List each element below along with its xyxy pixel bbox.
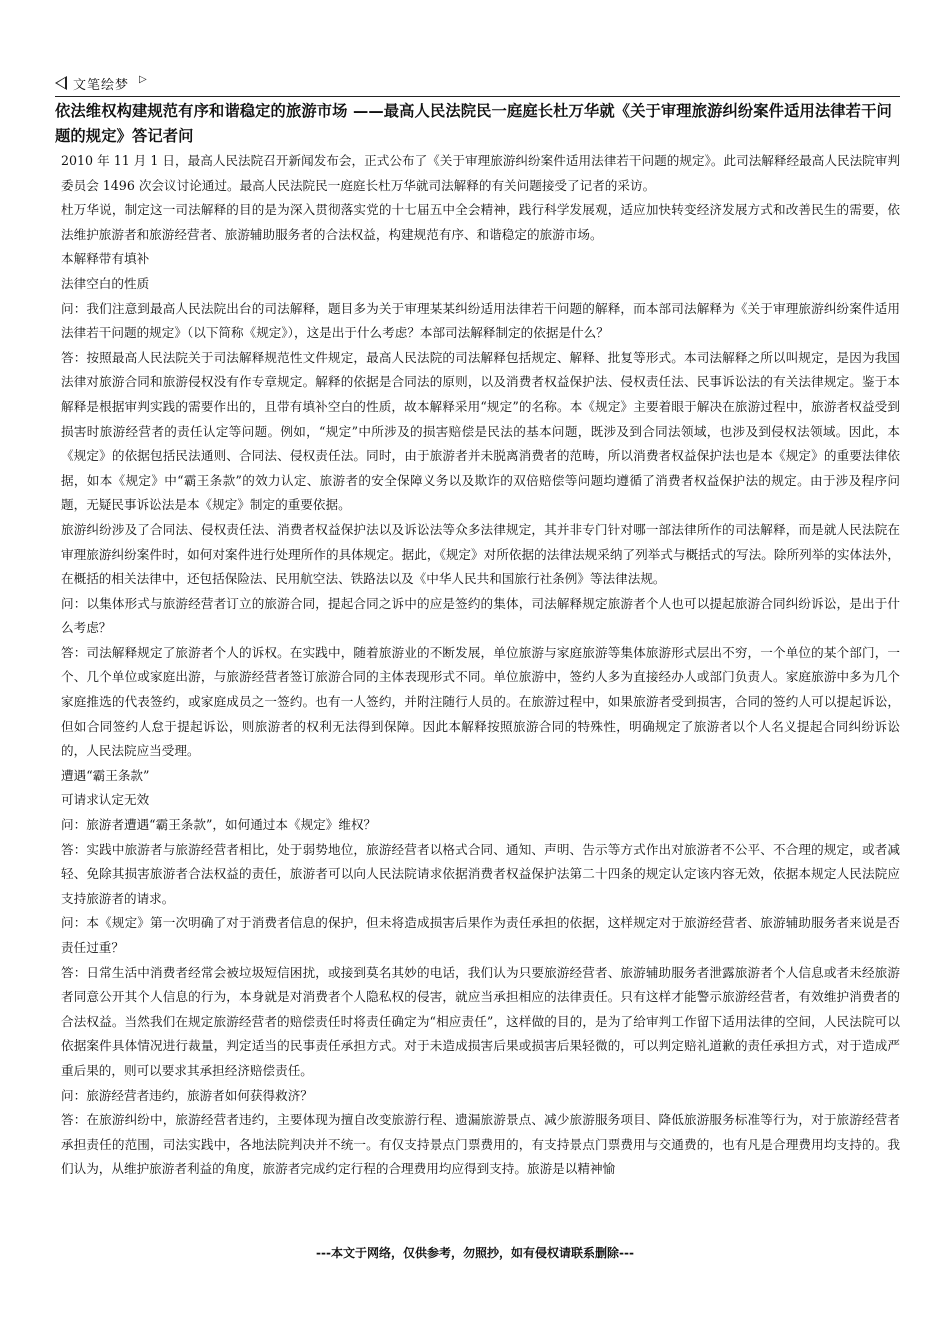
paragraph: 答：实践中旅游者与旅游经营者相比，处于弱势地位，旅游经营者以格式合同、通知、声明、告示等方式作出对旅游者不公平、不合理的规定，或者减轻、免除其损害旅游者合法权益的责任，旅游者可以向人民法院请求依据消费者权益保护法第二十四条的规定认定该内容无效，依据本规定人民法院应支持旅游者的请求。	[61, 841, 900, 906]
paragraph: 问：本《规定》第一次明确了对于消费者信息的保护，但未将造成损害后果作为责任承担的依据，这样规定对于旅游经营者、旅游辅助服务者来说是否责任过重？	[61, 915, 900, 955]
paragraph: 旅游纠纷涉及了合同法、侵权责任法、消费者权益保护法以及诉讼法等众多法律规定，其并非专门针对哪一部法律所作的司法解释，而是就人民法院在审理旅游纠纷案件时，如何对案件进行处理所作的具体规定。据此，《规定》对所依据的法律法规采纳了列举式与概括式的写法。除所列举的实体法外，在概括的相关法律中，还包括保险法、民用航空法、铁路法以及《中华人民共和国旅行社条例》等法律法规。	[61, 521, 900, 587]
paragraph: 2010 年 11 月 1 日，最高人民法院召开新闻发布会，正式公布了《关于审理旅游纠纷案件适用法律若干问题的规定》。此司法解释经最高人民法院审判委员会 1496 次会议讨论通过。最高人民法院民一庭庭长杜万华就司法解释的有关问题接受了记者的采访。	[61, 153, 900, 193]
paragraph: 杜万华说，制定这一司法解释的目的是为深入贯彻落实党的十七届五中全会精神，践行科学发展观，适应加快转变经济发展方式和改善民生的需要，依法维护旅游者和旅游经营者、旅游辅助服务者的合法权益，构建规范有序、和谐稳定的旅游市场。	[61, 202, 900, 242]
article-title: 依法维权构建规范有序和谐稳定的旅游市场 ——最高人民法院民一庭庭长杜万华就《关于审理旅游纠纷案件适用法律若干问题的规定》答记者问	[55, 102, 892, 145]
header-brand: 文笔绘梦	[73, 77, 130, 93]
subheading: 可请求认定无效	[61, 792, 150, 808]
header-divider	[55, 96, 900, 97]
paragraph: 问：以集体形式与旅游经营者订立的旅游合同，提起合同之诉中的应是签约的集体，司法解释规定旅游者个人也可以提起旅游合同纠纷诉讼，是出于什么考虑？	[61, 595, 900, 636]
paragraph: 答：司法解释规定了旅游者个人的诉权。在实践中，随着旅游业的不断发展，单位旅游与家庭旅游等集体旅游形式层出不穷，一个单位的某个部门，一个、几个单位或家庭出游，与旅游经营者签订旅游合同的主体表现形式不同。单位旅游中，签约人多为直接经办人或部门负责人。家庭旅游中多为几个家庭推选的代表签约，或家庭成员之一签约。也有一人签约，并附注随行人员的。在旅游过程中，如果旅游者受到损害，合同的签约人可以提起诉讼，但如合同签约人怠于提起诉讼，则旅游者的权利无法得到保障。因此本解释按照旅游合同的特殊性，明确规定了旅游者以个人名义提起合同纠纷诉讼的，人民法院应当受理。	[61, 644, 900, 759]
paragraph: 答：按照最高人民法院关于司法解释规范性文件规定，最高人民法院的司法解释包括规定、解释、批复等形式。本司法解释之所以叫规定，是因为我国法律对旅游合同和旅游侵权没有作专章规定。解释的依据是合同法的原则，以及消费者权益保护法、侵权责任法、民事诉讼法的有关法律规定。鉴于本解释是根据审判实践的需要作出的，且带有填补空白的性质，故本解释采用“规定”的名称。本《规定》主要着眼于解决在旅游过程中，旅游者权益受到损害时旅游经营者的责任认定等问题。例如，“规定”中所涉及的损害赔偿是民法的基本问题，既涉及到合同法领域，也涉及到侵权法领域。因此，本《规定》的依据包括民法通则、合同法、侵权责任法。同时，由于旅游者并未脱离消费者的范畴，所以消费者权益保护法也是本《规定》的重要法律依据，如本《规定》中“霸王条款”的效力认定、旅游者的安全保障义务以及欺诈的双倍赔偿等问题均遵循了消费者权益保护法的规定。由于涉及程序问题，无疑民事诉讼法是本《规定》制定的重要依据。	[61, 349, 900, 513]
paragraph: 答：在旅游纠纷中，旅游经营者违约，主要体现为擅自改变旅游行程、遗漏旅游景点、减少旅游服务项目、降低旅游服务标准等行为，对于旅游经营者承担责任的范围，司法实践中，各地法院判决并不统一。有仅支持景点门票费用的，有支持景点门票费用与交通费的，也有凡是合理费用均支持的。我们认为，从维护旅游者利益的角度，旅游者完成约定行程的合理费用均应得到支持。旅游是以精神愉	[61, 1112, 900, 1177]
paragraph: 答：日常生活中消费者经常会被垃圾短信困扰，或接到莫名其妙的电话，我们认为只要旅游经营者、旅游辅助服务者泄露旅游者个人信息或者未经旅游者同意公开其个人信息的行为，本身就是对消费者个人隐私权的侵害，就应当承担相应的法律责任。只有这样才能警示旅游经营者，有效维护消费者的合法权益。当然我们在规定旅游经营者的赔偿责任时将责任确定为“相应责任”，这样做的目的，是为了给审判工作留下适用法律的空间，人民法院可以依据案件具体情况进行裁量，判定适当的民事责任承担方式。对于未造成损害后果或损害后果轻微的，可以判定赔礼道歉的责任承担方式，对于造成严重后果的，则可以要求其承担经济赔偿责任。	[61, 964, 900, 1078]
page-footer-disclaimer: ---本文于网络，仅供参考，勿照抄，如有侵权请联系删除---	[316, 1246, 634, 1260]
article-body	[55, 149, 900, 1182]
subheading: 法律空白的性质	[61, 275, 150, 291]
page-header	[55, 72, 900, 94]
paragraph: 问：我们注意到最高人民法院出台的司法解释，题目多为关于审理某某纠纷适用法律若干问题的解释，而本部司法解释为《关于审理旅游纠纷案件适用法律若干问题的规定》（以下简称《规定》），这是出于什么考虑？本部司法解释制定的依据是什么？	[61, 300, 900, 341]
subheading: 本解释带有填补	[61, 251, 150, 267]
paragraph: 问：旅游者遭遇“霸王条款”，如何通过本《规定》维权？	[61, 817, 377, 833]
document-page	[55, 72, 900, 1182]
paragraph: 问：旅游经营者违约，旅游者如何获得救济？	[61, 1087, 313, 1103]
triangle-left-icon	[55, 76, 67, 90]
triangle-right-icon: ▷	[139, 73, 147, 85]
subheading: 遭遇“霸王条款”	[61, 767, 150, 783]
